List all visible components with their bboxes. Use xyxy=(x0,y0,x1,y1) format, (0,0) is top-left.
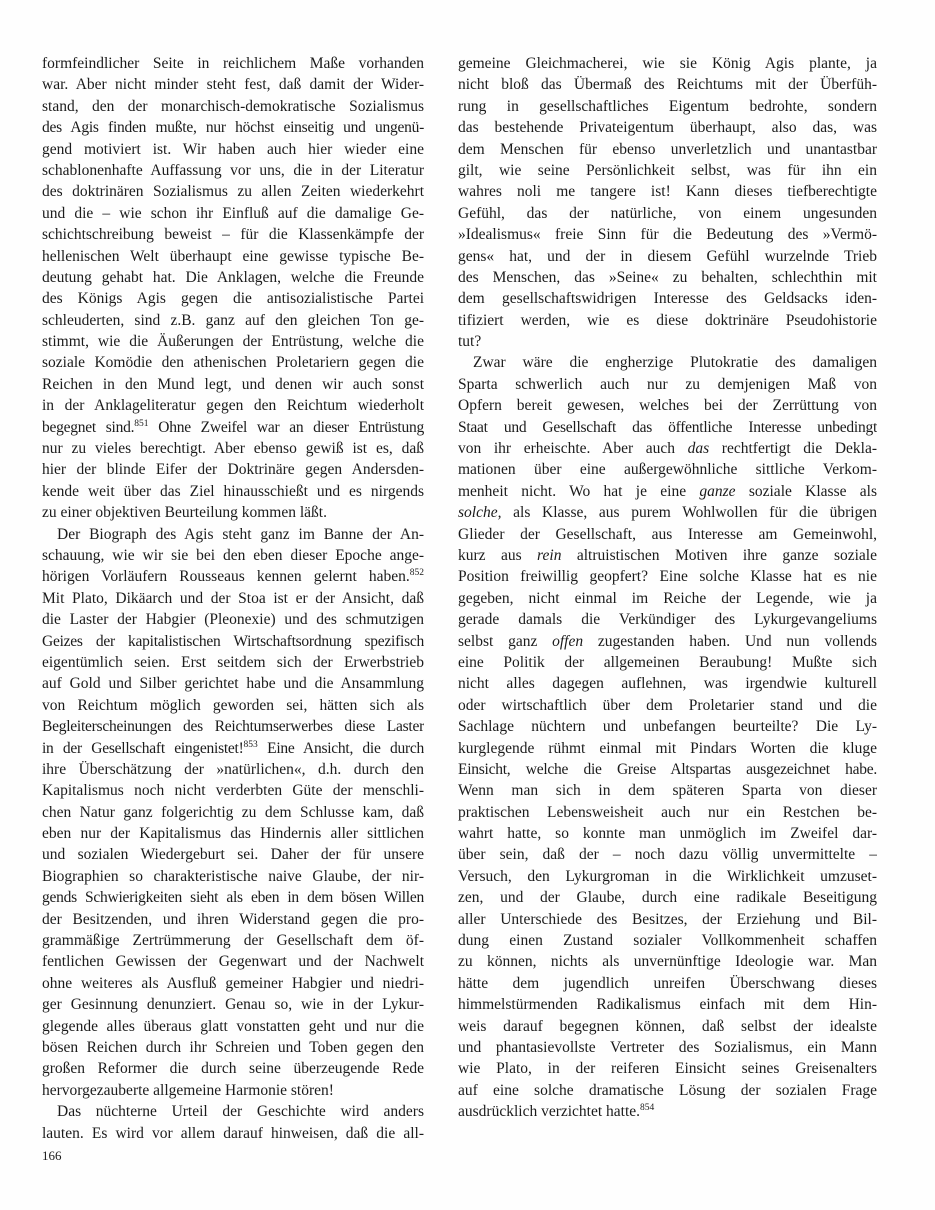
text-line: nicht alles dagegen auflehnen, was irgendwie kulturell xyxy=(458,675,877,693)
text-line: zu können, nichts als unvernünftige Ideologie war. Man xyxy=(458,953,877,971)
text-line: deutung gehabt hat. Die Anklagen, welche die Freunde xyxy=(42,268,424,286)
italic-text: rein xyxy=(537,546,562,564)
text-line: ihre Überschätzung der »natürlichen«, d.h. durch den xyxy=(42,760,424,778)
text-line: des Agis finden mußte, nur höchst einseitig und ungenü- xyxy=(42,119,424,137)
text-line: stimmt, wie die Äußerungen der Entrüstung, welche die xyxy=(42,333,424,351)
text-line: zen, und der Glaube, durch eine radikale Beseitigung xyxy=(458,889,877,907)
text-line: Sparta schwerlich auch nur zu demjenigen Maß von xyxy=(458,375,877,393)
text-line: und phantasievollste Vertreter des Sozialismus, ein Mann xyxy=(458,1038,877,1056)
text-line: fentlichen Gewissen der Gegenwart und der Nachwelt xyxy=(42,953,424,971)
text-line: gegeben, nicht einmal im Reiche der Legende, wie ja xyxy=(458,589,877,607)
text-line: Zwar wäre die engherzige Plutokratie des damaligen xyxy=(473,354,877,372)
text-line: wahres noli me tangere ist! Kann dieses tiefberechtigte xyxy=(458,183,877,201)
text-line: schichtschreibung beweist – für die Klassenkämpfe der xyxy=(42,226,424,244)
text-line: tut? xyxy=(458,333,482,351)
text-line: kende weit über das Ziel hinausschießt und es nirgends xyxy=(42,482,424,500)
text-line: gens« hat, und der in diesem Gefühl wurzelnde Trieb xyxy=(458,247,877,265)
text-line: großen Reformer die durch seine überzeugende Rede xyxy=(42,1060,424,1078)
text-line: in der Gesellschaft eingenistet!$^{853}$ Eine Ansicht, die durch xyxy=(42,739,424,757)
text-line: hellenischen Welt überhaupt eine gewisse typische Be- xyxy=(42,247,424,265)
text-line: kurz aus rein altruistischen Motiven ihre ganze soziale xyxy=(458,546,877,564)
text-line: Versuch, den Lykurgroman in die Wirklichkeit umzuset- xyxy=(458,867,877,885)
text-line: bösen Reichen durch ihr Schreien und Toben gegen den xyxy=(42,1038,424,1056)
text-line: auf Gold und Silber gerichtet habe und die Ansammlung xyxy=(42,675,424,693)
text-line: dem gesellschaftswidrigen Interesse des Geldsacks iden- xyxy=(458,290,877,308)
footnote-reference: 854 xyxy=(640,1103,655,1114)
italic-text: solche, xyxy=(458,504,502,522)
text-line: die Laster der Habgier (Pleonexie) und des schmutzigen xyxy=(42,611,424,629)
text-line: mationen über eine außergewöhnliche sittliche Verkom- xyxy=(458,461,877,479)
text-line: Wenn man sich in dem späteren Sparta von dieser xyxy=(458,782,877,800)
text-line: Biographien so charakteristische naive Glaube, der nir- xyxy=(42,867,424,885)
text-line: tifiziert werden, wie es diese doktrinäre Pseudohistorie xyxy=(458,311,877,329)
text-line: das bestehende Privateigentum überhaupt, also das, was xyxy=(458,119,877,137)
text-line: glegende alles überaus glatt vonstatten geht und nur die xyxy=(42,1017,424,1035)
text-line: himmelstürmenden Radikalismus einfach mit dem Hin- xyxy=(458,996,877,1014)
text-line: schablonenhafte Auffassung vor uns, die in der Literatur xyxy=(42,161,424,179)
text-line: auf eine solche dramatische Lösung der sozialen Frage xyxy=(458,1081,877,1099)
text-line: von ihr erheischte. Aber auch das rechtfertigt die Dekla- xyxy=(458,440,877,458)
text-line: des doktrinären Sozialismus zu allen Zeiten wiederkehrt xyxy=(42,183,424,201)
text-line: ger Gesinnung denunziert. Genau so, wie in der Lykur- xyxy=(42,996,424,1014)
text-line: schauung, wie wir sie bei den eben dieser Epoche ange- xyxy=(42,546,424,564)
text-line: eine Politik der allgemeinen Beraubung! Mußte sich xyxy=(458,653,877,671)
text-line: stand, den der monarchisch-demokratische Sozialismus xyxy=(42,97,424,115)
text-line: über sein, daß der – noch dazu völlig unvermittelte – xyxy=(458,846,877,864)
text-line: Begleiterscheinungen des Reichtumserwerbes diese Laster xyxy=(42,718,424,736)
text-line: dung einen Zustand sozialer Vollkommenheit schaffen xyxy=(458,932,877,950)
page-number: 166 xyxy=(42,1148,62,1163)
footnote-reference: 853 xyxy=(243,739,258,750)
text-line: eben nur der Kapitalismus das Hindernis aller sittlichen xyxy=(42,825,424,843)
text-line: nicht bloß das Übermaß des Reichtums mit der Überfüh- xyxy=(458,76,877,94)
text-column-left xyxy=(42,53,424,1144)
text-line: schleuderten, sind z.B. ganz auf den gleichen Ton ge- xyxy=(42,311,424,329)
text-line: hier der blinde Eifer der Doktrinäre gegen Andersden- xyxy=(42,461,424,479)
italic-text: das xyxy=(687,440,710,458)
text-line: gilt, wie seine Persönlichkeit selbst, was für ihn ein xyxy=(458,161,877,179)
text-line: ohne weiteres als Ausfluß gemeiner Habgier und niedri- xyxy=(42,974,424,992)
text-line: in der Anklageliteratur gegen den Reichtum wiederholt xyxy=(42,397,424,415)
text-line: Staat und Gesellschaft das öffentliche Interesse unbedingt xyxy=(458,418,877,436)
text-line: lauten. Es wird vor allem darauf hinweisen, daß die all- xyxy=(42,1124,424,1142)
text-line: chen Natur ganz folgerichtig zu dem Schlusse kam, daß xyxy=(42,803,424,821)
footnote-reference: 852 xyxy=(409,568,424,579)
text-line: hörigen Vorläufern Rousseaus kennen gelernt haben.$^{852}$ xyxy=(42,568,424,586)
text-line: gemeine Gleichmacherei, wie sie König Agis plante, ja xyxy=(458,55,877,72)
text-line: Einsicht, welche die Greise Altspartas ausgezeichnet habe. xyxy=(458,760,877,778)
text-line: solche, als Klasse, aus purem Wohlwollen für die übrigen xyxy=(458,504,877,522)
text-line: oder wirtschaftlich über dem Proletarier stand und die xyxy=(458,696,877,714)
text-line: dem Menschen für ebenso unverletzlich und unantastbar xyxy=(458,140,877,158)
text-line: begegnet sind.$^{851}$ Ohne Zweifel war an dieser Entrüstung xyxy=(42,418,424,436)
text-line: und sozialen Wiedergeburt sei. Daher der für unsere xyxy=(42,846,424,864)
text-line: praktischen Lebensweisheit auch nur ein Restchen be- xyxy=(458,803,877,821)
text-line: ausdrücklich verzichtet hatte.$^{854}$ xyxy=(458,1103,655,1121)
text-line: hervorgezauberte allgemeine Harmonie stören! xyxy=(42,1081,334,1099)
text-line: eigentümlich seien. Erst seitdem sich der Erwerbstrieb xyxy=(42,653,424,671)
text-line: soziale Komödie den athenischen Proletariern gegen die xyxy=(42,354,424,372)
text-line: grammäßige Zertrümmerung der Gesellschaft dem öf- xyxy=(42,932,424,950)
text-line: Sachlage nüchtern und unbefangen beurteilte? Die Ly- xyxy=(458,718,877,736)
text-line: gerade damals die Verkündiger des Lykurgevangeliums xyxy=(458,611,877,629)
text-line: selbst ganz offen zugestanden haben. Und nun vollends xyxy=(458,632,877,650)
text-line: »Idealismus« freie Sinn für die Bedeutung des »Vermö- xyxy=(458,226,877,244)
text-line: hätte dem jugendlich unreifen Überschwang dieses xyxy=(458,974,877,992)
text-line: und die – wie schon ihr Einfluß auf die damalige Ge- xyxy=(42,204,424,222)
text-line: Opfern bereit gewesen, welches bei der Zerrüttung von xyxy=(458,397,877,415)
text-line: wahrt hatte, so konnte man unmöglich im Zweifel dar- xyxy=(458,825,877,843)
text-line: von Reichtum möglich geworden sei, hätten sich als xyxy=(42,696,424,714)
text-line: Gefühl, das der natürliche, von einem ungesunden xyxy=(458,204,877,222)
text-line: zu einer objektiven Beurteilung kommen läßt. xyxy=(42,504,327,522)
text-line: kurglegende rühmt einmal mit Pindars Worten die kluge xyxy=(458,739,877,757)
text-line: aller Unterschiede des Besitzes, der Erziehung und Bil- xyxy=(458,910,877,928)
text-line: wie Plato, in der reiferen Einsicht seines Greisenalters xyxy=(458,1060,877,1078)
italic-text: ganze xyxy=(699,482,736,500)
text-line: gends Schwierigkeiten sieht als eben in dem bösen Willen xyxy=(42,889,424,907)
text-line: des Königs Agis gegen die antisozialistische Partei xyxy=(42,290,424,308)
text-line: nur zu vieles berechtigt. Aber ebenso gewiß ist es, daß xyxy=(42,440,424,458)
text-line: des Menschen, das »Seine« zu behalten, schlechthin mit xyxy=(458,268,877,286)
text-line: menheit nicht. Wo hat je eine ganze soziale Klasse als xyxy=(458,482,877,500)
text-line: Der Biograph des Agis steht ganz im Banne der An- xyxy=(57,525,424,543)
text-line: Kapitalismus noch nicht verderbten Güte der menschli- xyxy=(42,782,424,800)
text-line: rung in gesellschaftliches Eigentum bedrohte, sondern xyxy=(458,97,877,115)
text-line: Glieder der Gesellschaft, aus Interesse am Gemeinwohl, xyxy=(458,525,877,543)
text-line: war. Aber nicht minder steht fest, daß damit der Wider- xyxy=(42,76,424,94)
footnote-reference: 851 xyxy=(134,418,149,429)
text-line: der Besitzenden, und ihren Widerstand gegen die pro- xyxy=(42,910,424,928)
text-line: Das nüchterne Urteil der Geschichte wird anders xyxy=(57,1103,424,1121)
italic-text: offen xyxy=(552,632,584,650)
text-line: weis darauf begegnen können, daß selbst der idealste xyxy=(458,1017,877,1035)
text-line: Position freiwillig geopfert? Eine solche Klasse hat es nie xyxy=(458,568,877,586)
text-line: gend motiviert ist. Wir haben auch hier wieder eine xyxy=(42,140,424,158)
text-line: Mit Plato, Dikäarch und der Stoa ist er der Ansicht, daß xyxy=(42,589,424,607)
text-line: Reichen in den Mund legt, und denen wir auch sonst xyxy=(42,375,424,393)
text-line: formfeindlicher Seite in reichlichem Maße vorhanden xyxy=(42,55,424,72)
text-line: Geizes der kapitalistischen Wirtschaftsordnung spezifisch xyxy=(42,632,424,650)
text-column-right xyxy=(458,53,877,1123)
